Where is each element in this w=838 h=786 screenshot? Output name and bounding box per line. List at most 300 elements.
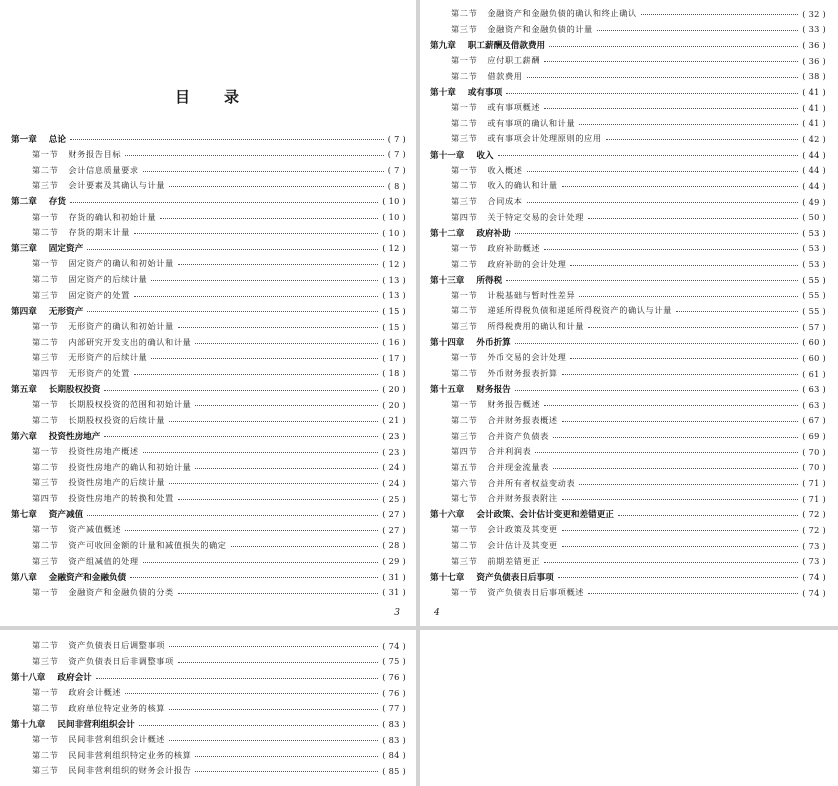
toc-entry-title: 总论 bbox=[48, 134, 66, 145]
toc-entry-number: 第七章 bbox=[11, 510, 37, 521]
toc-entry-page: ( 77 ) bbox=[382, 703, 406, 714]
toc-entry-number: 第二节 bbox=[32, 336, 59, 347]
toc-section-row bbox=[11, 763, 406, 779]
toc-section-row bbox=[430, 428, 826, 444]
toc-entry-page: ( 41 ) bbox=[802, 87, 826, 98]
toc-entry-title: 或有事项 bbox=[467, 88, 503, 99]
toc-entry-number: 第一节 bbox=[32, 399, 59, 410]
toc-entry-page: ( 53 ) bbox=[802, 259, 826, 270]
toc-section-row bbox=[11, 654, 406, 670]
toc-entry-number: 第二节 bbox=[32, 702, 59, 713]
toc-entry-page: ( 83 ) bbox=[382, 734, 406, 745]
toc-entry-number: 第三节 bbox=[32, 477, 59, 488]
toc-entry-title: 或有事项的确认和计量 bbox=[487, 117, 576, 128]
toc-entry-title: 或有事项概述 bbox=[487, 102, 541, 113]
dot-leader bbox=[134, 233, 378, 234]
toc-entry-page: ( 55 ) bbox=[802, 290, 826, 301]
toc-entry-title: 外币财务报表折算 bbox=[487, 368, 558, 379]
toc-entry-number: 第二节 bbox=[451, 540, 478, 551]
dot-leader bbox=[195, 405, 378, 406]
toc-section-row bbox=[430, 115, 826, 131]
dot-leader bbox=[570, 265, 798, 266]
toc-title-char-1: 目 bbox=[174, 88, 192, 106]
toc-entry-title: 民间非营利组织的财务会计报告 bbox=[68, 765, 192, 776]
toc-entry-title: 资产负债表日后非调整事项 bbox=[68, 655, 174, 666]
toc-entry-page: ( 76 ) bbox=[382, 687, 406, 698]
toc-page-4 bbox=[420, 0, 838, 626]
toc-entry-number: 第二节 bbox=[32, 274, 59, 285]
dot-leader bbox=[562, 374, 799, 375]
toc-entry-page: ( 55 ) bbox=[802, 305, 826, 316]
toc-entry-title: 合并所有者权益变动表 bbox=[487, 477, 576, 488]
toc-entry-title: 长期股权投资 bbox=[48, 385, 101, 396]
dot-leader bbox=[104, 436, 378, 437]
dot-leader bbox=[579, 484, 798, 485]
toc-section-row bbox=[11, 178, 406, 194]
toc-entry-title: 金融资产和金融负债的计量 bbox=[487, 23, 593, 34]
dot-leader bbox=[70, 139, 384, 140]
dot-leader bbox=[151, 280, 378, 281]
toc-section-row bbox=[430, 413, 826, 429]
toc-entry-title: 财务报告目标 bbox=[68, 148, 122, 159]
toc-entry-page: ( 41 ) bbox=[802, 102, 826, 113]
toc-section-row bbox=[11, 350, 406, 366]
toc-entry-number: 第四节 bbox=[32, 367, 59, 378]
dot-leader bbox=[562, 421, 799, 422]
toc-entry-number: 第八章 bbox=[11, 572, 37, 583]
toc-entry-page: ( 70 ) bbox=[802, 446, 826, 457]
toc-entry-number: 第二节 bbox=[451, 258, 478, 269]
toc-section-row bbox=[430, 194, 826, 210]
dot-leader bbox=[515, 343, 798, 344]
toc-section-row bbox=[11, 459, 406, 475]
toc-section-row bbox=[11, 366, 406, 382]
dot-leader bbox=[87, 515, 378, 516]
toc-entry-page: ( 38 ) bbox=[802, 71, 826, 82]
toc-entry-number: 第五章 bbox=[11, 385, 37, 396]
toc-entry-page: ( 21 ) bbox=[382, 415, 406, 426]
toc-chapter-row bbox=[11, 303, 406, 319]
toc-entry-number: 第一节 bbox=[32, 687, 59, 698]
toc-entry-page: ( 12 ) bbox=[382, 243, 406, 254]
toc-entry-page: ( 53 ) bbox=[802, 243, 826, 254]
toc-entry-page: ( 84 ) bbox=[382, 750, 406, 761]
toc-entry-title: 存货的期末计量 bbox=[68, 227, 130, 238]
toc-entry-page: ( 72 ) bbox=[802, 524, 826, 535]
toc-entry-number: 第十八章 bbox=[11, 673, 46, 684]
toc-entry-number: 第七节 bbox=[451, 493, 478, 504]
toc-section-row bbox=[430, 460, 826, 476]
toc-entry-title: 政府会计 bbox=[57, 673, 92, 684]
toc-entry-title: 合并资产负债表 bbox=[487, 430, 549, 441]
toc-chapter-row bbox=[430, 272, 826, 288]
toc-entry-number: 第一节 bbox=[32, 321, 59, 331]
dot-leader bbox=[570, 358, 798, 359]
dot-leader bbox=[231, 546, 379, 547]
toc-section-row bbox=[430, 303, 826, 319]
dot-leader bbox=[139, 725, 378, 726]
toc-entry-page: ( 83 ) bbox=[382, 719, 406, 730]
toc-section-row bbox=[11, 287, 406, 303]
dot-leader bbox=[70, 202, 378, 203]
toc-section-row bbox=[430, 256, 826, 272]
toc-entry-number: 第二节 bbox=[32, 640, 59, 651]
toc-entry-page: ( 16 ) bbox=[382, 337, 406, 348]
toc-entry-page: ( 32 ) bbox=[802, 8, 826, 19]
dot-leader bbox=[96, 678, 378, 679]
toc-entry-title: 内部研究开发支出的确认和计量 bbox=[68, 336, 192, 347]
toc-section-row bbox=[430, 100, 826, 116]
toc-chapter-row bbox=[11, 716, 406, 732]
toc-section-row bbox=[11, 475, 406, 491]
dot-leader bbox=[195, 468, 378, 469]
toc-entry-number: 第二章 bbox=[11, 197, 37, 208]
toc-entry-title: 收入 bbox=[476, 150, 494, 161]
toc-entry-page: ( 60 ) bbox=[802, 352, 826, 363]
toc-entry-number: 第四章 bbox=[11, 306, 37, 317]
toc-section-row bbox=[11, 553, 406, 569]
toc-chapter-row bbox=[11, 506, 406, 522]
toc-section-row bbox=[11, 256, 406, 272]
dot-leader bbox=[535, 452, 798, 453]
toc-section-row bbox=[430, 241, 826, 257]
toc-entry-title: 存货的确认和初始计量 bbox=[68, 211, 157, 222]
toc-entry-number: 第三节 bbox=[451, 196, 478, 206]
toc-entry-title: 金融资产和金融负债 bbox=[48, 572, 127, 583]
toc-entry-title: 无形资产的处置 bbox=[68, 367, 130, 378]
toc-entry-number: 第二节 bbox=[32, 414, 59, 425]
dot-leader bbox=[606, 139, 799, 140]
toc-entry-title: 应付职工薪酬 bbox=[487, 55, 541, 66]
toc-entry-number: 第三节 bbox=[32, 180, 59, 191]
dot-leader bbox=[527, 171, 799, 172]
toc-section-row bbox=[430, 366, 826, 382]
toc-entry-title: 合并利润表 bbox=[487, 446, 532, 457]
toc-entry-page: ( 24 ) bbox=[382, 477, 406, 488]
toc-entry-page: ( 20 ) bbox=[382, 399, 406, 410]
toc-entry-page: ( 7 ) bbox=[387, 165, 406, 176]
toc-entry-title: 投资性房地产的转换和处置 bbox=[68, 493, 174, 504]
toc-entry-title: 合并财务报表概述 bbox=[487, 414, 558, 425]
toc-entry-number: 第三章 bbox=[11, 244, 37, 255]
toc-entry-title: 政府单位特定业务的核算 bbox=[68, 702, 166, 713]
toc-entry-number: 第一节 bbox=[451, 399, 478, 410]
toc-entry-number: 第三节 bbox=[32, 555, 59, 566]
toc-entry-number: 第三节 bbox=[32, 765, 59, 776]
dot-leader bbox=[579, 124, 798, 125]
dot-leader bbox=[87, 249, 378, 250]
toc-entry-number: 第一节 bbox=[451, 55, 478, 66]
toc-chapter-row bbox=[11, 569, 406, 585]
toc-entry-number: 第一节 bbox=[32, 586, 59, 597]
toc-chapter-row bbox=[430, 37, 826, 53]
toc-entry-page: ( 31 ) bbox=[382, 587, 406, 598]
toc-entry-title: 固定资产的确认和初始计量 bbox=[68, 258, 174, 269]
dot-leader bbox=[562, 530, 799, 531]
toc-entry-page: ( 10 ) bbox=[382, 196, 406, 207]
toc-entry-page: ( 15 ) bbox=[382, 305, 406, 316]
toc-entry-title: 财务报告 bbox=[476, 385, 511, 396]
toc-entry-number: 第五节 bbox=[451, 461, 478, 472]
toc-entry-number: 第三节 bbox=[451, 23, 478, 34]
toc-section-row bbox=[430, 6, 826, 22]
toc-entry-title: 投资性房地产的后续计量 bbox=[68, 477, 166, 488]
toc-entry-page: ( 69 ) bbox=[802, 431, 826, 442]
dot-leader bbox=[562, 546, 799, 547]
toc-section-row bbox=[430, 538, 826, 554]
toc-section-row bbox=[430, 553, 826, 569]
dot-leader bbox=[178, 593, 378, 594]
toc-entry-page: ( 10 ) bbox=[382, 212, 406, 223]
toc-section-row bbox=[11, 585, 406, 601]
toc-entry-title: 投资性房地产概述 bbox=[68, 446, 139, 457]
toc-entry-title: 收入的确认和计量 bbox=[487, 180, 558, 191]
toc-entry-title: 金融资产和金融负债的确认和终止确认 bbox=[487, 8, 637, 19]
toc-entry-title: 财务报告概述 bbox=[487, 399, 541, 410]
toc-entry-number: 第十九章 bbox=[11, 720, 46, 731]
toc-section-row bbox=[11, 209, 406, 225]
toc-section-row bbox=[11, 225, 406, 241]
toc-entry-title: 无形资产 bbox=[48, 306, 84, 317]
dot-leader bbox=[553, 437, 798, 438]
toc-entry-title: 民间非营利组织特定业务的核算 bbox=[68, 749, 192, 760]
toc-entry-title: 投资性房地产的确认和初始计量 bbox=[68, 461, 192, 472]
toc-section-row bbox=[11, 522, 406, 538]
dot-leader bbox=[544, 108, 798, 109]
toc-chapter-row bbox=[11, 194, 406, 210]
toc-entry-title: 资产组减值的处理 bbox=[68, 555, 139, 566]
toc-entry-title: 前期差错更正 bbox=[487, 555, 541, 566]
toc-chapter-row bbox=[430, 381, 826, 397]
toc-entry-number: 第一节 bbox=[451, 164, 478, 175]
toc-entry-title: 长期股权投资的后续计量 bbox=[68, 414, 166, 425]
toc-entry-page: ( 63 ) bbox=[802, 384, 826, 395]
toc-entry-page: ( 20 ) bbox=[382, 384, 406, 395]
toc-section-row bbox=[430, 22, 826, 38]
dot-leader bbox=[195, 771, 378, 772]
dot-leader bbox=[544, 61, 798, 62]
dot-leader bbox=[134, 296, 378, 297]
dot-leader bbox=[562, 186, 799, 187]
toc-entry-title: 外币交易的会计处理 bbox=[487, 352, 567, 363]
toc-section-row bbox=[430, 522, 826, 538]
toc-chapter-row bbox=[11, 240, 406, 256]
toc-entry-title: 民间非营利组织会计 bbox=[57, 720, 135, 731]
toc-section-row bbox=[11, 272, 406, 288]
dot-leader bbox=[515, 233, 798, 234]
toc-entry-page: ( 74 ) bbox=[802, 587, 826, 598]
dot-leader bbox=[178, 662, 378, 663]
toc-entry-number: 第一节 bbox=[32, 211, 59, 222]
toc-entry-title: 固定资产的后续计量 bbox=[68, 274, 148, 285]
toc-entry-title: 资产可收回金额的计量和减值损失的确定 bbox=[68, 539, 227, 550]
toc-entry-title: 会计政策、会计估计变更和差错更正 bbox=[476, 510, 614, 521]
toc-section-row bbox=[430, 69, 826, 85]
toc-entry-page: ( 7 ) bbox=[387, 133, 406, 144]
toc-entry-title: 存货 bbox=[48, 197, 66, 208]
dot-leader bbox=[151, 358, 378, 359]
toc-entry-page: ( 53 ) bbox=[802, 227, 826, 238]
toc-entry-page: ( 73 ) bbox=[802, 556, 826, 567]
dot-leader bbox=[178, 499, 378, 500]
toc-entry-number: 第一节 bbox=[451, 242, 478, 253]
toc-entry-title: 或有事项会计处理原则的应用 bbox=[487, 133, 602, 144]
toc-entry-title: 固定资产 bbox=[48, 244, 84, 255]
toc-entry-number: 第三节 bbox=[451, 430, 478, 441]
toc-entry-page: ( 23 ) bbox=[382, 430, 406, 441]
toc-entry-page: ( 55 ) bbox=[802, 274, 826, 285]
toc-entry-page: ( 60 ) bbox=[802, 337, 826, 348]
toc-entry-number: 第三节 bbox=[32, 352, 59, 363]
toc-section-row bbox=[430, 319, 826, 335]
toc-section-row bbox=[11, 491, 406, 507]
toc-entry-page: ( 50 ) bbox=[802, 212, 826, 223]
toc-entry-number: 第二节 bbox=[32, 227, 59, 238]
dot-leader bbox=[641, 14, 798, 15]
toc-entry-title: 资产减值概述 bbox=[68, 524, 122, 535]
toc-entry-number: 第十章 bbox=[430, 88, 456, 99]
toc-section-row bbox=[11, 319, 406, 335]
dot-leader bbox=[515, 390, 798, 391]
toc-entry-number: 第二节 bbox=[451, 70, 478, 81]
toc-entry-number: 第二节 bbox=[451, 180, 478, 191]
toc-list bbox=[430, 6, 826, 600]
toc-entry-number: 第二节 bbox=[32, 461, 59, 472]
toc-entry-page: ( 61 ) bbox=[802, 368, 826, 379]
toc-entry-title: 无形资产的确认和初始计量 bbox=[68, 321, 174, 331]
dot-leader bbox=[562, 499, 799, 500]
toc-section-row bbox=[11, 413, 406, 429]
dot-leader bbox=[549, 46, 798, 47]
toc-entry-title: 政府补助的会计处理 bbox=[487, 258, 567, 269]
toc-chapter-row bbox=[430, 569, 826, 585]
toc-entry-page: ( 70 ) bbox=[802, 462, 826, 473]
dot-leader bbox=[169, 740, 378, 741]
toc-section-row bbox=[430, 475, 826, 491]
dot-leader bbox=[588, 218, 798, 219]
dot-leader bbox=[178, 327, 378, 328]
toc-entry-number: 第十五章 bbox=[430, 385, 465, 396]
toc-entry-title: 政府补助 bbox=[476, 228, 511, 239]
toc-entry-number: 第一节 bbox=[32, 258, 59, 269]
toc-entry-page: ( 36 ) bbox=[802, 55, 826, 66]
toc-entry-page: ( 49 ) bbox=[802, 196, 826, 207]
toc-entry-page: ( 15 ) bbox=[382, 321, 406, 332]
dot-leader bbox=[169, 483, 378, 484]
toc-section-row bbox=[430, 53, 826, 69]
toc-entry-title: 资产负债表日后调整事项 bbox=[68, 640, 166, 651]
toc-entry-number: 第二节 bbox=[32, 749, 59, 760]
toc-entry-number: 第一节 bbox=[451, 289, 478, 300]
dot-leader bbox=[104, 390, 378, 391]
toc-chapter-row bbox=[11, 131, 406, 147]
toc-section-row bbox=[430, 288, 826, 304]
toc-entry-page: ( 24 ) bbox=[382, 462, 406, 473]
toc-section-row bbox=[11, 747, 406, 763]
toc-entry-page: ( 23 ) bbox=[382, 446, 406, 457]
toc-entry-title: 关于特定交易的会计处理 bbox=[487, 211, 585, 222]
dot-leader bbox=[597, 30, 798, 31]
toc-page-3 bbox=[0, 0, 416, 626]
toc-chapter-row bbox=[11, 428, 406, 444]
dot-leader bbox=[588, 327, 798, 328]
toc-entry-number: 第二节 bbox=[451, 414, 478, 425]
toc-chapter-row bbox=[11, 669, 406, 685]
toc-entry-number: 第一节 bbox=[32, 148, 59, 159]
dot-leader bbox=[125, 530, 378, 531]
toc-entry-number: 第四节 bbox=[451, 211, 478, 222]
toc-entry-page: ( 12 ) bbox=[382, 258, 406, 269]
dot-leader bbox=[195, 756, 378, 757]
toc-entry-number: 第二节 bbox=[451, 117, 478, 128]
toc-entry-title: 投资性房地产 bbox=[48, 431, 101, 442]
toc-entry-title: 无形资产的后续计量 bbox=[68, 352, 148, 363]
toc-entry-number: 第二节 bbox=[451, 368, 478, 379]
toc-entry-title: 资产减值 bbox=[48, 510, 84, 521]
toc-entry-number: 第二节 bbox=[32, 164, 59, 175]
toc-entry-page: ( 31 ) bbox=[382, 571, 406, 582]
dot-leader bbox=[87, 311, 378, 312]
dot-leader bbox=[579, 296, 798, 297]
toc-entry-title: 递延所得税负债和递延所得税资产的确认与计量 bbox=[487, 305, 672, 316]
toc-section-row bbox=[430, 444, 826, 460]
toc-entry-number: 第六节 bbox=[451, 477, 478, 488]
toc-entry-number: 第二节 bbox=[32, 539, 59, 550]
toc-entry-title: 政府补助概述 bbox=[487, 242, 541, 253]
toc-entry-number: 第十二章 bbox=[430, 228, 465, 239]
toc-entry-page: ( 74 ) bbox=[802, 571, 826, 582]
dot-leader bbox=[143, 452, 379, 453]
toc-section-row bbox=[11, 638, 406, 654]
dot-leader bbox=[169, 186, 384, 187]
toc-entry-page: ( 18 ) bbox=[382, 368, 406, 379]
toc-entry-title: 会计信息质量要求 bbox=[68, 164, 139, 175]
dot-leader bbox=[195, 343, 378, 344]
dot-leader bbox=[618, 515, 798, 516]
toc-entry-number: 第三节 bbox=[32, 289, 59, 300]
toc-entry-page: ( 13 ) bbox=[382, 290, 406, 301]
toc-chapter-row bbox=[11, 381, 406, 397]
toc-entry-page: ( 73 ) bbox=[802, 540, 826, 551]
toc-entry-page: ( 28 ) bbox=[382, 540, 406, 551]
toc-section-row bbox=[11, 162, 406, 178]
toc-section-row bbox=[11, 397, 406, 413]
dot-leader bbox=[160, 218, 378, 219]
toc-entry-page: ( 71 ) bbox=[802, 478, 826, 489]
dot-leader bbox=[125, 693, 378, 694]
toc-entry-title: 会计政策及其变更 bbox=[487, 524, 558, 535]
toc-section-row bbox=[430, 491, 826, 507]
toc-entry-page: ( 7 ) bbox=[387, 149, 406, 160]
dot-leader bbox=[527, 77, 799, 78]
toc-section-row bbox=[11, 701, 406, 717]
toc-entry-number: 第一章 bbox=[11, 134, 37, 145]
toc-entry-title: 固定资产的处置 bbox=[68, 289, 130, 300]
toc-entry-title: 合并现金流量表 bbox=[487, 461, 549, 472]
toc-entry-number: 第三节 bbox=[32, 655, 59, 666]
toc-chapter-row bbox=[430, 84, 826, 100]
toc-entry-title: 合同成本 bbox=[487, 196, 523, 206]
toc-section-row bbox=[430, 178, 826, 194]
dot-leader bbox=[143, 562, 379, 563]
toc-entry-page: ( 17 ) bbox=[382, 352, 406, 363]
toc-entry-page: ( 71 ) bbox=[802, 493, 826, 504]
toc-entry-title: 金融资产和金融负债的分类 bbox=[68, 586, 174, 597]
toc-entry-title: 会计估计及其变更 bbox=[487, 540, 558, 551]
page-number: 3 bbox=[394, 608, 400, 618]
dot-leader bbox=[134, 374, 378, 375]
toc-entry-page: ( 72 ) bbox=[802, 509, 826, 520]
